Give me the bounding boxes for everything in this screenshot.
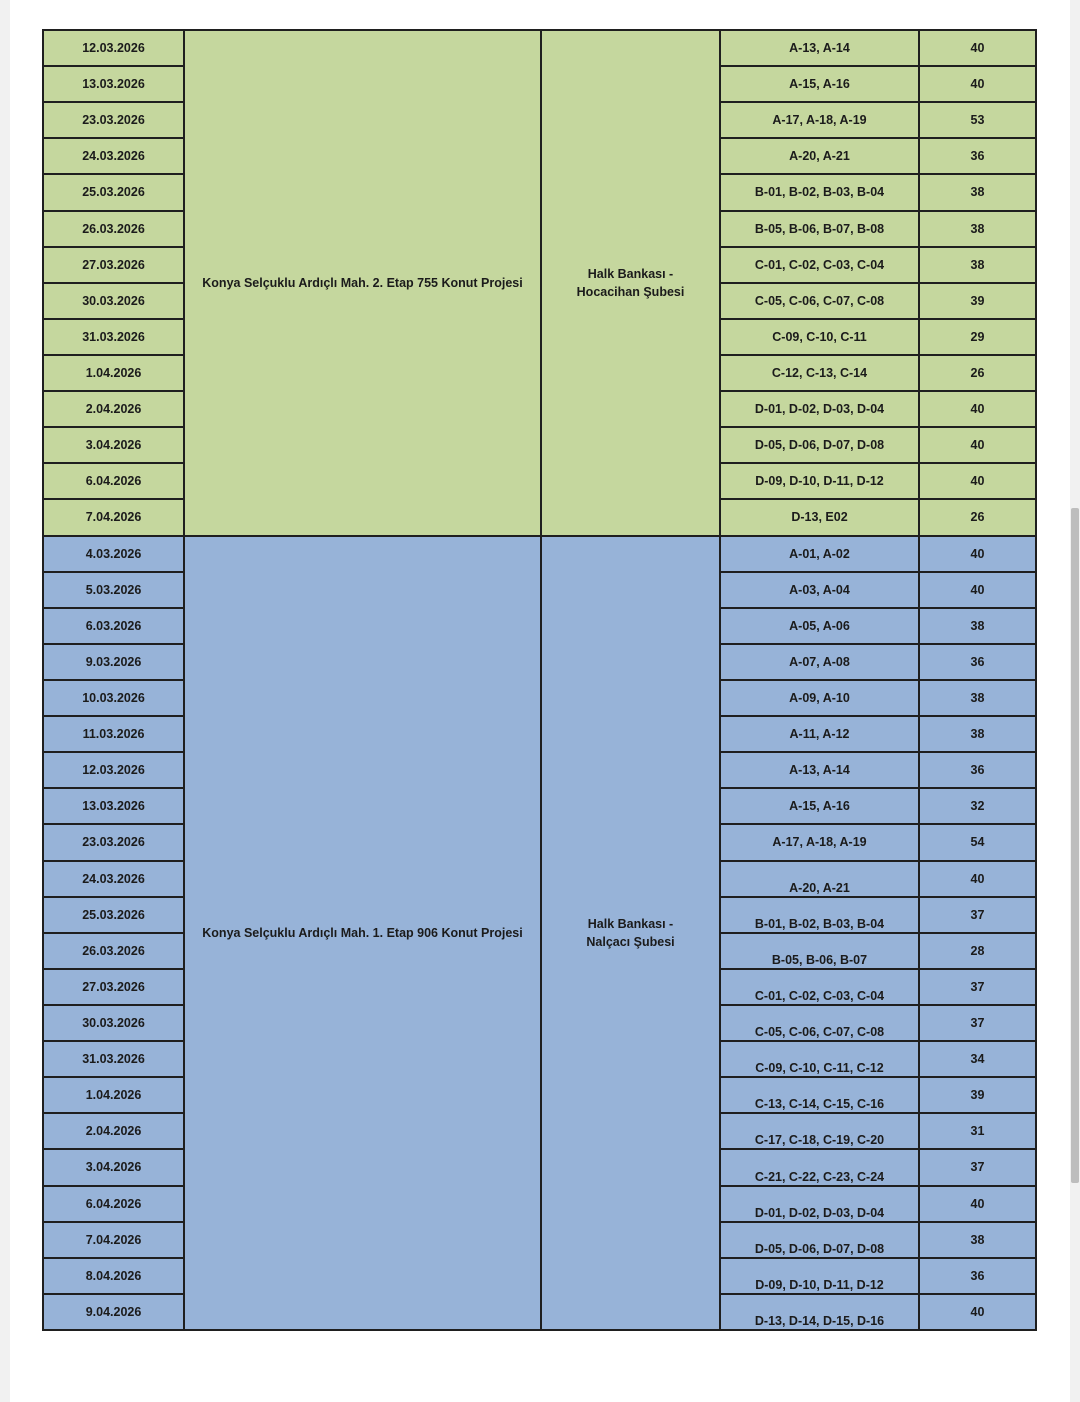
date-cell: 12.03.2026 xyxy=(43,752,184,788)
date-cell: 31.03.2026 xyxy=(43,319,184,355)
bank-name: Halk Bankası - xyxy=(587,916,674,931)
date-cell: 7.04.2026 xyxy=(43,1222,184,1258)
count-cell: 40 xyxy=(919,1294,1036,1330)
bank-branch-cell xyxy=(541,30,720,536)
blocks-cell: C-17, C-18, C-19, C-20 xyxy=(720,1113,919,1149)
blocks-cell: C-12, C-13, C-14 xyxy=(720,355,919,391)
blocks-cell: C-09, C-10, C-11 xyxy=(720,319,919,355)
date-cell: 3.04.2026 xyxy=(43,1149,184,1185)
date-cell: 25.03.2026 xyxy=(43,897,184,933)
date-cell: 3.04.2026 xyxy=(43,427,184,463)
table-row xyxy=(43,536,1036,572)
blocks-cell: A-15, A-16 xyxy=(720,788,919,824)
date-cell: 13.03.2026 xyxy=(43,66,184,102)
count-cell: 40 xyxy=(919,427,1036,463)
count-cell: 37 xyxy=(919,1149,1036,1185)
blocks-cell: C-05, C-06, C-07, C-08 xyxy=(720,283,919,319)
blocks-cell: D-13, E02 xyxy=(720,499,919,535)
date-cell: 2.04.2026 xyxy=(43,1113,184,1149)
count-cell: 40 xyxy=(919,861,1036,897)
blocks-cell: D-09, D-10, D-11, D-12 xyxy=(720,463,919,499)
count-cell: 54 xyxy=(919,824,1036,860)
scrollbar-thumb[interactable] xyxy=(1071,508,1079,1183)
blocks-cell: C-09, C-10, C-11, C-12 xyxy=(720,1041,919,1077)
count-cell: 40 xyxy=(919,536,1036,572)
bank-branch: Nalçacı Şubesi xyxy=(586,934,675,949)
blocks-cell: D-13, D-14, D-15, D-16 xyxy=(720,1294,919,1330)
schedule-table xyxy=(42,29,1037,1331)
blocks-cell: A-13, A-14 xyxy=(720,30,919,66)
bank-branch: Hocacihan Şubesi xyxy=(576,284,685,299)
project-name-cell: Konya Selçuklu Ardıçlı Mah. 1. Etap 906 Konut Projesi xyxy=(184,536,541,1330)
blocks-cell: D-01, D-02, D-03, D-04 xyxy=(720,1186,919,1222)
blocks-cell: C-21, C-22, C-23, C-24 xyxy=(720,1149,919,1185)
blocks-cell: A-09, A-10 xyxy=(720,680,919,716)
project-name-cell: Konya Selçuklu Ardıçlı Mah. 2. Etap 755 Konut Projesi xyxy=(184,30,541,536)
blocks-cell: D-09, D-10, D-11, D-12 xyxy=(720,1258,919,1294)
date-cell: 8.04.2026 xyxy=(43,1258,184,1294)
blocks-cell: A-17, A-18, A-19 xyxy=(720,102,919,138)
date-cell: 27.03.2026 xyxy=(43,969,184,1005)
count-cell: 38 xyxy=(919,247,1036,283)
blocks-cell: C-01, C-02, C-03, C-04 xyxy=(720,969,919,1005)
blocks-cell: D-05, D-06, D-07, D-08 xyxy=(720,1222,919,1258)
table-row xyxy=(43,30,1036,66)
count-cell: 40 xyxy=(919,391,1036,427)
blocks-cell: A-15, A-16 xyxy=(720,66,919,102)
date-cell: 1.04.2026 xyxy=(43,355,184,391)
count-cell: 37 xyxy=(919,1005,1036,1041)
count-cell: 26 xyxy=(919,499,1036,535)
date-cell: 23.03.2026 xyxy=(43,824,184,860)
page-left-margin xyxy=(0,0,10,1402)
count-cell: 40 xyxy=(919,1186,1036,1222)
blocks-cell: B-01, B-02, B-03, B-04 xyxy=(720,897,919,933)
count-cell: 38 xyxy=(919,1222,1036,1258)
count-cell: 26 xyxy=(919,355,1036,391)
bank-name: Halk Bankası - xyxy=(587,266,674,281)
count-cell: 40 xyxy=(919,463,1036,499)
date-cell: 5.03.2026 xyxy=(43,572,184,608)
blocks-cell: D-01, D-02, D-03, D-04 xyxy=(720,391,919,427)
blocks-cell: C-05, C-06, C-07, C-08 xyxy=(720,1005,919,1041)
count-cell: 53 xyxy=(919,102,1036,138)
count-cell: 38 xyxy=(919,211,1036,247)
count-cell: 37 xyxy=(919,897,1036,933)
date-cell: 9.04.2026 xyxy=(43,1294,184,1330)
date-cell: 6.04.2026 xyxy=(43,1186,184,1222)
count-cell: 29 xyxy=(919,319,1036,355)
blocks-cell: A-05, A-06 xyxy=(720,608,919,644)
count-cell: 34 xyxy=(919,1041,1036,1077)
blocks-cell: A-20, A-21 xyxy=(720,861,919,897)
date-cell: 26.03.2026 xyxy=(43,933,184,969)
count-cell: 40 xyxy=(919,572,1036,608)
date-cell: 13.03.2026 xyxy=(43,788,184,824)
count-cell: 38 xyxy=(919,716,1036,752)
count-cell: 39 xyxy=(919,283,1036,319)
date-cell: 25.03.2026 xyxy=(43,174,184,210)
date-cell: 7.04.2026 xyxy=(43,499,184,535)
date-cell: 2.04.2026 xyxy=(43,391,184,427)
vertical-scrollbar[interactable] xyxy=(1070,0,1080,1402)
count-cell: 38 xyxy=(919,608,1036,644)
blocks-cell: D-05, D-06, D-07, D-08 xyxy=(720,427,919,463)
count-cell: 39 xyxy=(919,1077,1036,1113)
count-cell: 36 xyxy=(919,644,1036,680)
date-cell: 24.03.2026 xyxy=(43,138,184,174)
date-cell: 9.03.2026 xyxy=(43,644,184,680)
blocks-cell: A-01, A-02 xyxy=(720,536,919,572)
count-cell: 32 xyxy=(919,788,1036,824)
count-cell: 36 xyxy=(919,1258,1036,1294)
blocks-cell: C-13, C-14, C-15, C-16 xyxy=(720,1077,919,1113)
blocks-cell: A-03, A-04 xyxy=(720,572,919,608)
bank-branch-cell xyxy=(541,536,720,1330)
count-cell: 40 xyxy=(919,30,1036,66)
date-cell: 6.03.2026 xyxy=(43,608,184,644)
date-cell: 11.03.2026 xyxy=(43,716,184,752)
blocks-cell: A-17, A-18, A-19 xyxy=(720,824,919,860)
count-cell: 28 xyxy=(919,933,1036,969)
count-cell: 31 xyxy=(919,1113,1036,1149)
blocks-cell: B-05, B-06, B-07 xyxy=(720,933,919,969)
date-cell: 27.03.2026 xyxy=(43,247,184,283)
date-cell: 12.03.2026 xyxy=(43,30,184,66)
blocks-cell: A-20, A-21 xyxy=(720,138,919,174)
schedule-body xyxy=(43,30,1036,1330)
count-cell: 36 xyxy=(919,752,1036,788)
count-cell: 36 xyxy=(919,138,1036,174)
date-cell: 1.04.2026 xyxy=(43,1077,184,1113)
blocks-cell: B-05, B-06, B-07, B-08 xyxy=(720,211,919,247)
count-cell: 37 xyxy=(919,969,1036,1005)
date-cell: 10.03.2026 xyxy=(43,680,184,716)
date-cell: 6.04.2026 xyxy=(43,463,184,499)
blocks-cell: C-01, C-02, C-03, C-04 xyxy=(720,247,919,283)
count-cell: 38 xyxy=(919,174,1036,210)
date-cell: 30.03.2026 xyxy=(43,283,184,319)
blocks-cell: A-11, A-12 xyxy=(720,716,919,752)
date-cell: 26.03.2026 xyxy=(43,211,184,247)
date-cell: 31.03.2026 xyxy=(43,1041,184,1077)
count-cell: 40 xyxy=(919,66,1036,102)
date-cell: 30.03.2026 xyxy=(43,1005,184,1041)
date-cell: 23.03.2026 xyxy=(43,102,184,138)
date-cell: 24.03.2026 xyxy=(43,861,184,897)
blocks-cell: A-07, A-08 xyxy=(720,644,919,680)
date-cell: 4.03.2026 xyxy=(43,536,184,572)
count-cell: 38 xyxy=(919,680,1036,716)
blocks-cell: A-13, A-14 xyxy=(720,752,919,788)
blocks-cell: B-01, B-02, B-03, B-04 xyxy=(720,174,919,210)
